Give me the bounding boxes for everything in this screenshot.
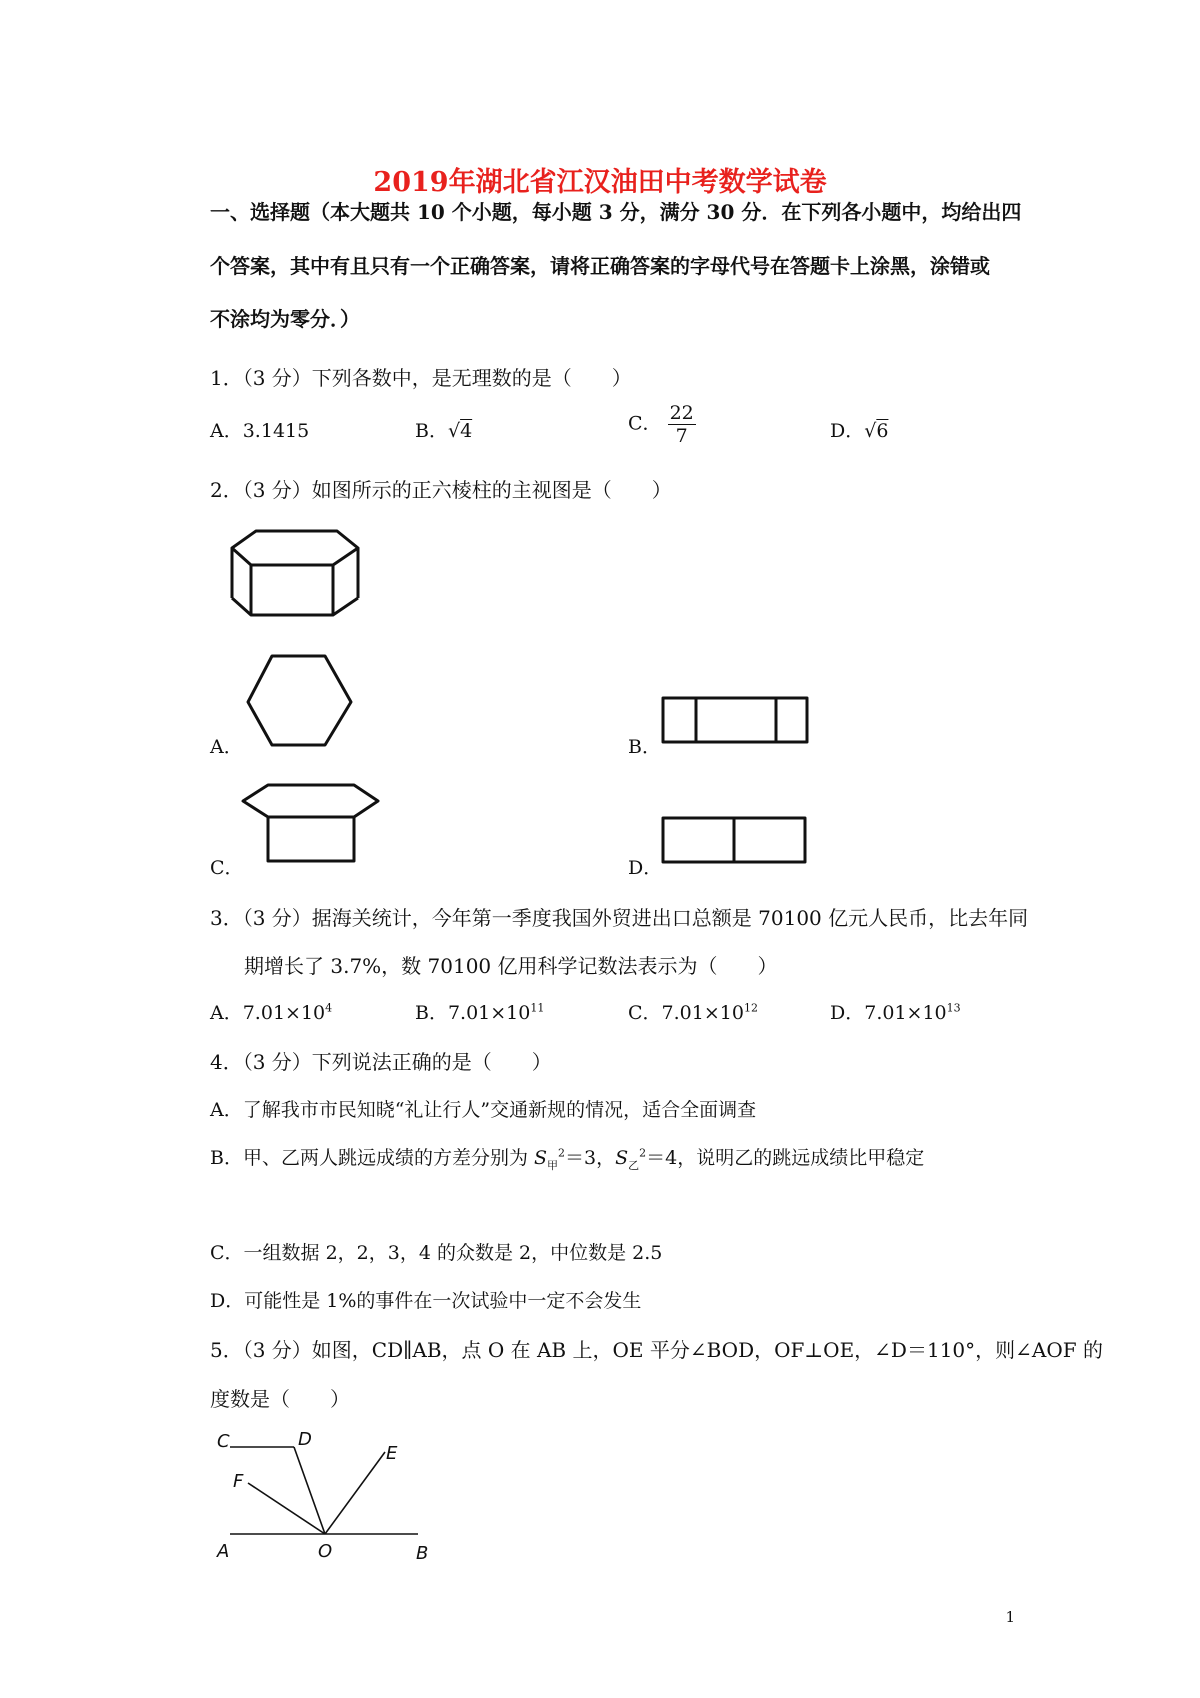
variance-superscript: 2 xyxy=(639,1146,647,1160)
label-c: C xyxy=(217,1431,230,1452)
label-o: O xyxy=(318,1541,333,1562)
q3-option-c-base: C．7.01×10 xyxy=(628,1002,744,1024)
segment-of xyxy=(248,1483,325,1534)
question-3-line1: 3．（3 分）据海关统计，今年第一季度我国外贸进出口总额是 70100 亿元人民币，比去年同 xyxy=(210,906,1029,930)
q4-option-b-prefix: B．甲、乙两人跳远成绩的方差分别为 xyxy=(210,1147,528,1169)
label-b: B xyxy=(416,1543,429,1564)
q3-option-b-base: B．7.01×10 xyxy=(415,1002,531,1024)
question-5-line2: 度数是（ ） xyxy=(210,1387,350,1411)
q3-option-b-exponent: 11 xyxy=(530,1001,545,1015)
q4-option-b-suffix: ＝4，说明乙的跳远成绩比甲稳定 xyxy=(646,1147,925,1169)
question-1-stem: 1．（3 分）下列各数中，是无理数的是（ ） xyxy=(210,366,632,390)
q2-option-c: C． xyxy=(210,857,244,879)
label-d: D xyxy=(298,1429,312,1450)
variance-symbol: S xyxy=(615,1147,629,1169)
section-instructions-line2: 个答案，其中有且只有一个正确答案，请将正确答案的字母代号在答题卡上涂黑，涂错或 xyxy=(210,254,990,278)
section-instructions-line1: 一、选择题（本大题共 10 个小题，每小题 3 分，满分 30 分．在下列各小题中，均给出四 xyxy=(210,200,1022,224)
label-a: A xyxy=(217,1541,230,1562)
q3-option-a-base: A．7.01×10 xyxy=(210,1002,326,1024)
q1-option-b-radicand: 4 xyxy=(460,420,473,442)
q1-option-d-radicand: 6 xyxy=(876,420,889,442)
fraction-denominator: 7 xyxy=(675,425,688,447)
page-title: 2019年湖北省江汉油田中考数学试卷 xyxy=(373,167,827,198)
q3-option-d-base: D．7.01×10 xyxy=(830,1002,947,1024)
page-number: 1 xyxy=(1005,1608,1015,1626)
question-5-line1: 5．（3 分）如图，CD∥AB，点 O 在 AB 上，OE 平分∠BOD，OF⊥OE，∠D＝110°，则∠AOF 的 xyxy=(210,1338,1103,1362)
q4-option-b-middle: ＝3， xyxy=(565,1147,616,1169)
section-instructions-line3: 不涂均为零分．） xyxy=(210,307,360,331)
q1-option-c-label: C． xyxy=(628,412,662,435)
label-f: F xyxy=(233,1471,244,1492)
q4-option-c: C．一组数据 2，2，3，4 的众数是 2，中位数是 2.5 xyxy=(210,1242,663,1264)
question-3-line2: 期增长了 3.7%，数 70100 亿用科学记数法表示为（ ） xyxy=(244,954,778,978)
question-4-stem: 4．（3 分）下列说法正确的是（ ） xyxy=(210,1050,552,1074)
q2-option-a: A． xyxy=(210,736,243,758)
sqrt-symbol: √ xyxy=(447,420,461,442)
q1-option-d-label: D． xyxy=(830,420,865,442)
label-e: E xyxy=(386,1443,398,1464)
sqrt-symbol: √ xyxy=(864,420,877,442)
q3-option-c-exponent: 12 xyxy=(743,1001,758,1015)
q3-option-a-exponent: 4 xyxy=(325,1001,333,1015)
q4-option-d: D．可能性是 1%的事件在一次试验中一定不会发生 xyxy=(210,1290,642,1312)
q1-option-a: A．3.1415 xyxy=(210,420,310,442)
q1-option-b-label: B． xyxy=(415,420,448,442)
q2-option-d: D． xyxy=(628,857,663,879)
variance-superscript: 2 xyxy=(558,1146,566,1160)
variance-subscript-jia: 甲 xyxy=(547,1158,559,1172)
q4-option-a: A．了解我市市民知晓“礼让行人”交通新规的情况，适合全面调查 xyxy=(210,1099,757,1121)
segment-od xyxy=(294,1447,325,1534)
segment-oe xyxy=(325,1452,385,1534)
variance-subscript-yi: 乙 xyxy=(628,1158,640,1172)
q3-option-d-exponent: 13 xyxy=(946,1001,961,1015)
variance-symbol: S xyxy=(534,1147,548,1169)
q2-option-b: B． xyxy=(628,736,661,758)
question-2-stem: 2．（3 分）如图所示的正六棱柱的主视图是（ ） xyxy=(210,478,672,502)
fraction-numerator: 22 xyxy=(669,402,694,424)
